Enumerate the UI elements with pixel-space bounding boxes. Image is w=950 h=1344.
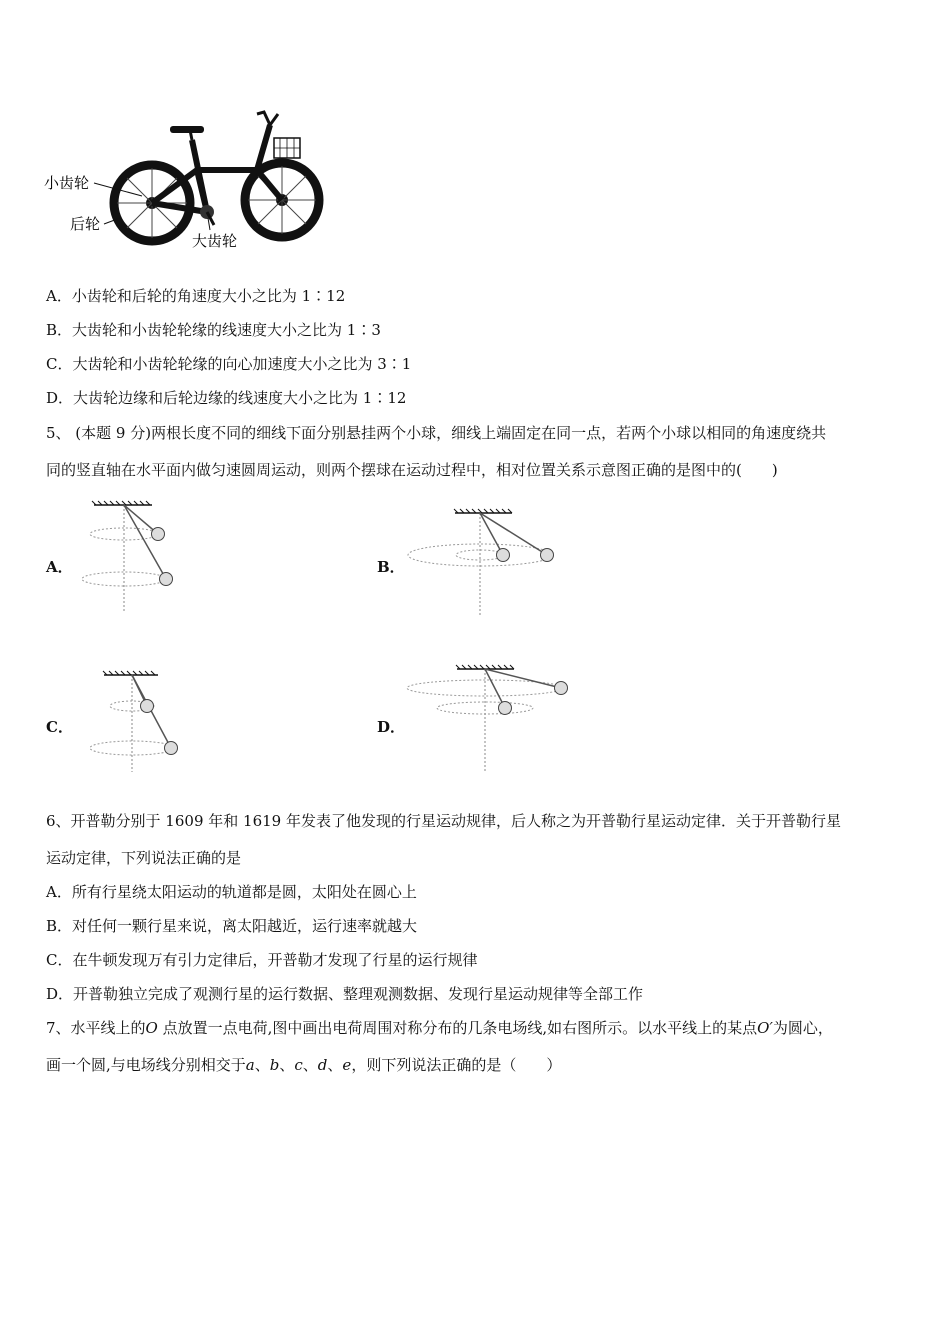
q5-label-c: C． — [46, 718, 73, 736]
q7-stem-line1 — [46, 1018, 833, 1038]
q6-option-b: B．对任何一颗行星来说，离太阳越近，运行速率就越大 — [46, 917, 418, 935]
q7-text-1a: 7、水平线上的 — [46, 1019, 146, 1037]
q4-option-d: D．大齿轮边缘和后轮边缘的线速度大小之比为 1∶12 — [46, 389, 407, 407]
rear-wheel-label: 后轮 — [70, 215, 101, 233]
q7-point-c: c — [294, 1056, 303, 1074]
q5-label-d: D． — [377, 718, 406, 736]
q7-point-b: b — [269, 1056, 280, 1074]
q7-point-o-prime: O′ — [757, 1019, 773, 1037]
q5-stem-line2: 同的竖直轴在水平面内做匀速圆周运动，则两个摆球在运动过程中，相对位置关系示意图正确的是图中的( ) — [46, 461, 778, 479]
q4-option-a: A．小齿轮和后轮的角速度大小之比为 1∶12 — [46, 287, 346, 305]
pendulum-figure-d — [402, 662, 587, 774]
q7-sep-2: 、 — [279, 1056, 295, 1074]
q5-label-a: A． — [46, 558, 73, 576]
q6-option-d: D．开普勒独立完成了观测行星的运行数据、整理观测数据、发现行星运动规律等全部工作 — [46, 985, 644, 1003]
q7-point-a: a — [245, 1056, 255, 1074]
q4-option-c: C．大齿轮和小齿轮轮缘的向心加速度大小之比为 3∶1 — [46, 355, 412, 373]
q7-point-d: d — [317, 1056, 328, 1074]
q7-sep-4: 、 — [327, 1056, 343, 1074]
q6-option-c: C．在牛顿发现万有引力定律后，开普勒才发现了行星的运行规律 — [46, 951, 478, 969]
bicycle-figure — [42, 100, 332, 250]
q5-stem-line1: 5、 (本题 9 分)两根长度不同的细线下面分别悬挂两个小球，细线上端固定在同一点，若两个小球以相同的角速度绕共 — [46, 424, 827, 442]
q7-text-1c: 为圆心， — [772, 1019, 833, 1037]
q7-sep-1: 、 — [254, 1056, 270, 1074]
q6-option-a: A．所有行星绕太阳运动的轨道都是圆，太阳处在圆心上 — [46, 883, 417, 901]
q7-sep-3: 、 — [302, 1056, 318, 1074]
q5-label-b: B． — [377, 558, 405, 576]
pendulum-figure-c — [82, 670, 202, 775]
q7-stem-line2 — [46, 1055, 561, 1075]
q7-text-2b: ，则下列说法正确的是（ ） — [351, 1056, 562, 1074]
q7-text-1b: 点放置一点电荷,图中画出电荷周围对称分布的几条电场线,如右图所示。以水平线上的某点 — [157, 1019, 758, 1037]
small-gear-label: 小齿轮 — [44, 174, 90, 192]
q6-stem-line1: 6、开普勒分别于 1609 年和 1619 年发表了他发现的行星运动规律，后人称之为开普勒行星运动定律．关于开普勒行星 — [46, 812, 841, 830]
q6-stem-line2: 运动定律，下列说法正确的是 — [46, 849, 242, 867]
q4-option-b: B．大齿轮和小齿轮轮缘的线速度大小之比为 1∶3 — [46, 321, 381, 339]
q7-text-2a: 画一个圆,与电场线分别相交于 — [46, 1056, 246, 1074]
big-gear-label: 大齿轮 — [192, 232, 238, 250]
q7-point-e: e — [342, 1056, 352, 1074]
pendulum-figure-a — [72, 500, 202, 615]
q7-point-o: O — [145, 1019, 158, 1037]
pendulum-figure-b — [400, 505, 580, 617]
